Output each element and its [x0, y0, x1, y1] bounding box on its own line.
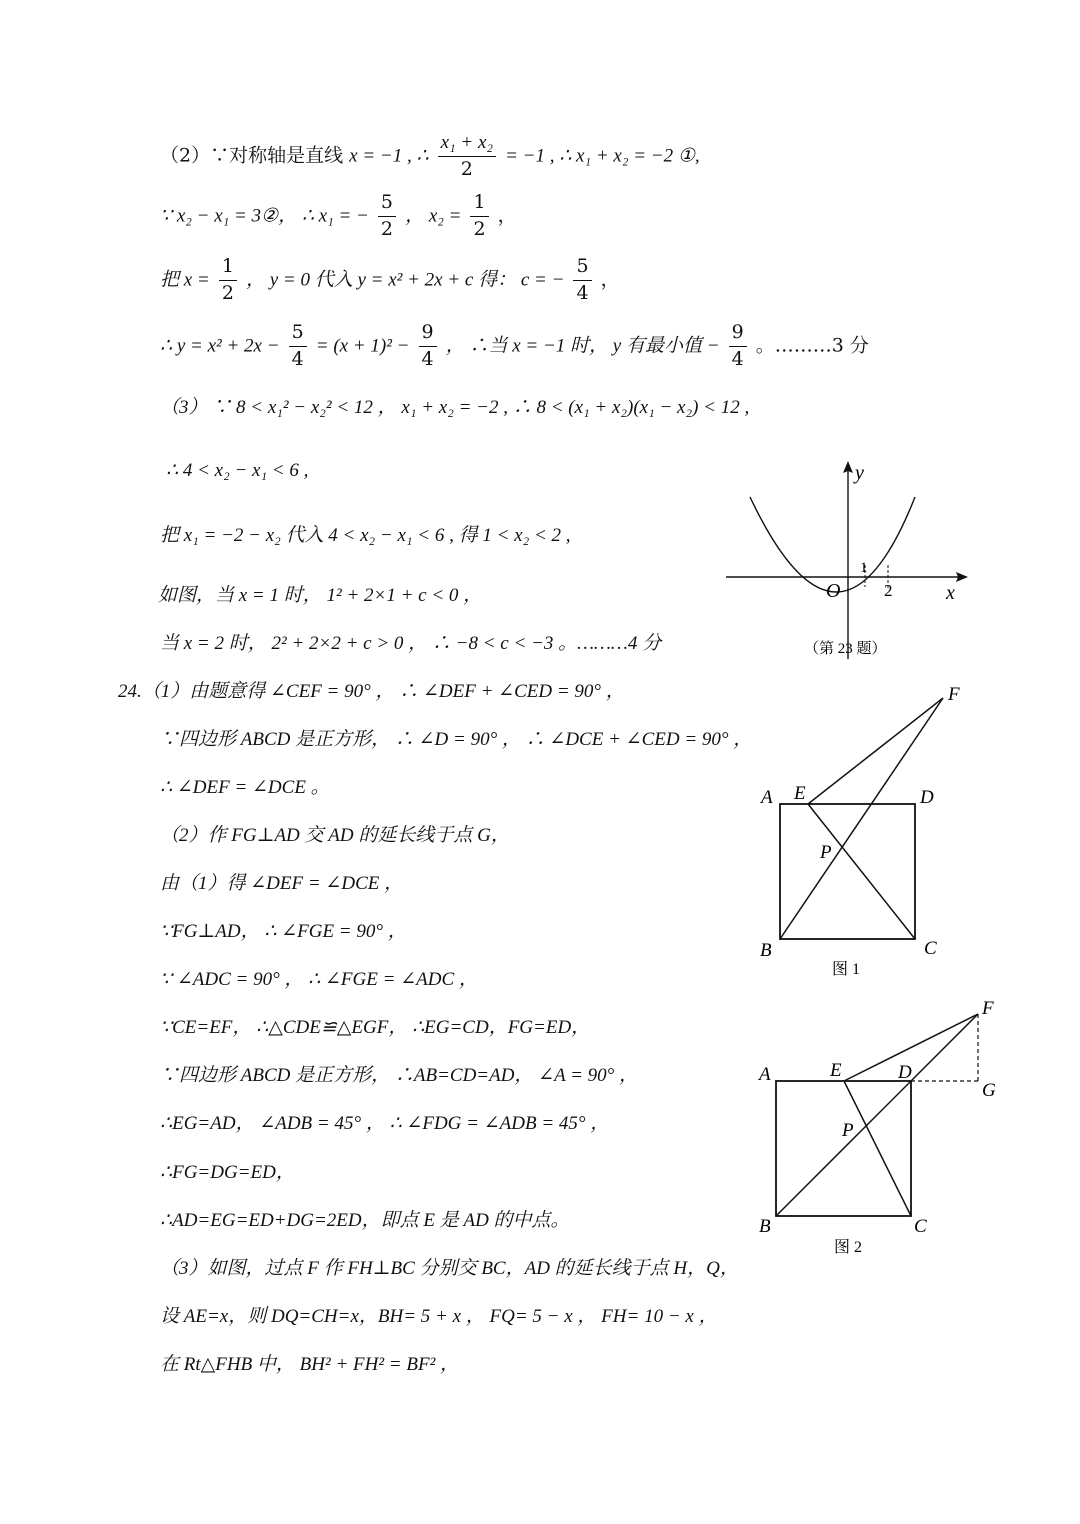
- label-a: A: [761, 787, 773, 808]
- denominator: 2: [460, 157, 473, 180]
- math: 把 x =: [160, 269, 210, 291]
- x-axis-label: x: [946, 582, 955, 604]
- origin-label: O: [826, 580, 841, 602]
- segment-bf: [780, 698, 943, 939]
- q24-line-12: ∴AD=EG=ED+DG=2ED，即点 E 是 AD 的中点。: [160, 1210, 570, 1231]
- label-p: P: [842, 1120, 854, 1141]
- denominator: 2: [380, 217, 394, 240]
- q24-line-8: ∵CE=EF， ∴△CDE≌△EGF， ∴EG=CD，FG=ED，: [160, 1017, 591, 1038]
- figure-2: [750, 996, 1000, 1261]
- q24-line-11: ∴FG=DG=ED，: [160, 1162, 295, 1183]
- square-abcd: [780, 804, 915, 939]
- parabola-curve: [750, 497, 915, 592]
- text: （2）∵对称轴是直线: [160, 144, 344, 167]
- q24-line-1: 24.（1）由题意得 ∠CEF = 90° ， ∴ ∠DEF + ∠CED = 90° ，: [118, 681, 625, 702]
- q24-line-9: ∵四边形 ABCD 是正方形， ∴AB=CD=AD， ∠A = 90° ，: [160, 1065, 639, 1086]
- numerator: 5: [378, 192, 396, 217]
- figure-1-caption: 图 1: [832, 961, 861, 978]
- math: ， ∴当 x = −1 时， y 有最小值 −: [445, 335, 720, 357]
- q23-3-line-3: 把 x₁ = −2 − x₂ 代入 4 < x₂ − x₁ < 6 , 得 1 < x₂ < 2 ,: [160, 525, 571, 546]
- tick-label-1: 1: [860, 560, 868, 576]
- label-a: A: [759, 1064, 771, 1085]
- label-e: E: [830, 1060, 842, 1081]
- label-c: C: [924, 938, 937, 959]
- q24-line-5: 由（1）得 ∠DEF = ∠DCE ，: [160, 873, 404, 894]
- math: = −1 , ∴ x₁ + x₂ = −2 ①,: [505, 145, 700, 167]
- segment-ec: [808, 804, 915, 939]
- q24-line-4: （2）作 FG⊥AD 交 AD 的延长线于点 G，: [160, 825, 510, 846]
- math: ，: [497, 204, 517, 227]
- q23-2-line-4: [160, 322, 869, 371]
- numerator: 5: [573, 256, 591, 281]
- figure-caption: （第 23 题）: [804, 641, 887, 657]
- fraction: [419, 322, 437, 371]
- numerator: 5: [289, 322, 307, 347]
- parabola-figure: [720, 455, 980, 665]
- q23-3-line-2: ∴ 4 < x₂ − x₁ < 6 ,: [166, 460, 309, 481]
- q24-line-10: ∴EG=AD， ∠ADB = 45° ， ∴ ∠FDG = ∠ADB = 45° ，: [160, 1113, 610, 1134]
- denominator: 4: [576, 281, 589, 304]
- math: x = −1 , ∴: [349, 145, 429, 167]
- math: ，: [600, 268, 620, 291]
- fraction: [470, 192, 488, 241]
- y-axis-label: y: [855, 462, 864, 484]
- score-note: 。………3 分: [755, 334, 869, 357]
- label-p: P: [820, 842, 832, 863]
- fraction: [729, 322, 747, 371]
- label-b: B: [760, 940, 772, 961]
- segment-ec: [844, 1081, 911, 1216]
- math: ∵ x₂ − x₁ = 3②， ∴ x₁ = −: [160, 205, 369, 227]
- numerator: 9: [419, 322, 437, 347]
- q24-line-2: ∵四边形 ABCD 是正方形， ∴ ∠D = 90° ， ∴ ∠DCE + ∠CED = 90° ，: [160, 729, 753, 750]
- denominator: 4: [291, 347, 304, 370]
- denominator: 2: [221, 281, 234, 304]
- fraction: [573, 256, 591, 305]
- figure-2-caption: 图 2: [834, 1239, 863, 1256]
- q24-line-15: 在 Rt△FHB 中， BH² + FH² = BF² ，: [160, 1354, 460, 1375]
- label-f: F: [948, 684, 960, 705]
- numerator: 1: [470, 192, 488, 217]
- q24-line-3: ∴ ∠DEF = ∠DCE 。: [160, 777, 330, 798]
- fraction: [289, 322, 307, 371]
- label-d: D: [920, 787, 934, 808]
- q24-line-13: （3）如图，过点 F 作 FH⊥BC 分别交 BC，AD 的延长线于点 H，Q，: [160, 1258, 739, 1279]
- label-g: G: [982, 1080, 996, 1101]
- fraction: [378, 192, 396, 241]
- numerator: x₁ + x₂: [438, 132, 496, 157]
- fraction: [219, 256, 237, 305]
- denominator: 2: [473, 217, 486, 240]
- q24-line-14: 设 AE=x，则 DQ=CH=x，BH= 5 + x ， FQ= 5 − x ， FH= 10 − x ，: [160, 1306, 718, 1327]
- numerator: 1: [219, 256, 237, 281]
- q23-3-line-4: 如图，当 x = 1 时， 1² + 2×1 + c < 0 ，: [158, 585, 483, 606]
- numerator: 9: [729, 322, 747, 347]
- label-d: D: [898, 1062, 912, 1083]
- label-e: E: [794, 783, 806, 804]
- tick-label-2: 2: [884, 581, 893, 600]
- label-c: C: [914, 1216, 927, 1237]
- q24-line-6: ∵FG⊥AD， ∴ ∠FGE = 90° ，: [160, 921, 407, 942]
- denominator: 4: [731, 347, 744, 370]
- q23-3-line-1: （3） ∵ 8 < x₁² − x₂² < 12 ， x₁ + x₂ = −2 , ∴ 8 < (x₁ + x₂)(x₁ − x₂) < 12 ,: [160, 397, 750, 418]
- fraction: [438, 132, 496, 181]
- math: ∴ y = x² + 2x −: [160, 335, 280, 357]
- label-b: B: [759, 1216, 771, 1237]
- q24-line-7: ∵ ∠ADC = 90° ， ∴ ∠FGE = ∠ADC ，: [160, 969, 478, 990]
- q23-3-line-5: 当 x = 2 时， 2² + 2×2 + c > 0 ， ∴ −8 < c < −3 。………4 分: [160, 633, 662, 654]
- denominator: 4: [421, 347, 434, 370]
- segment-bf: [776, 1014, 978, 1216]
- math: ， x₂ =: [405, 205, 462, 227]
- q23-2-line-1: [160, 132, 700, 181]
- figure-1: [750, 676, 980, 986]
- label-f: F: [982, 998, 994, 1019]
- q23-2-line-3: [160, 256, 620, 305]
- math: ， y = 0 代入 y = x² + 2x + c 得： c = −: [245, 269, 565, 291]
- math: = (x + 1)² −: [315, 335, 410, 357]
- q23-2-line-2: [160, 192, 517, 241]
